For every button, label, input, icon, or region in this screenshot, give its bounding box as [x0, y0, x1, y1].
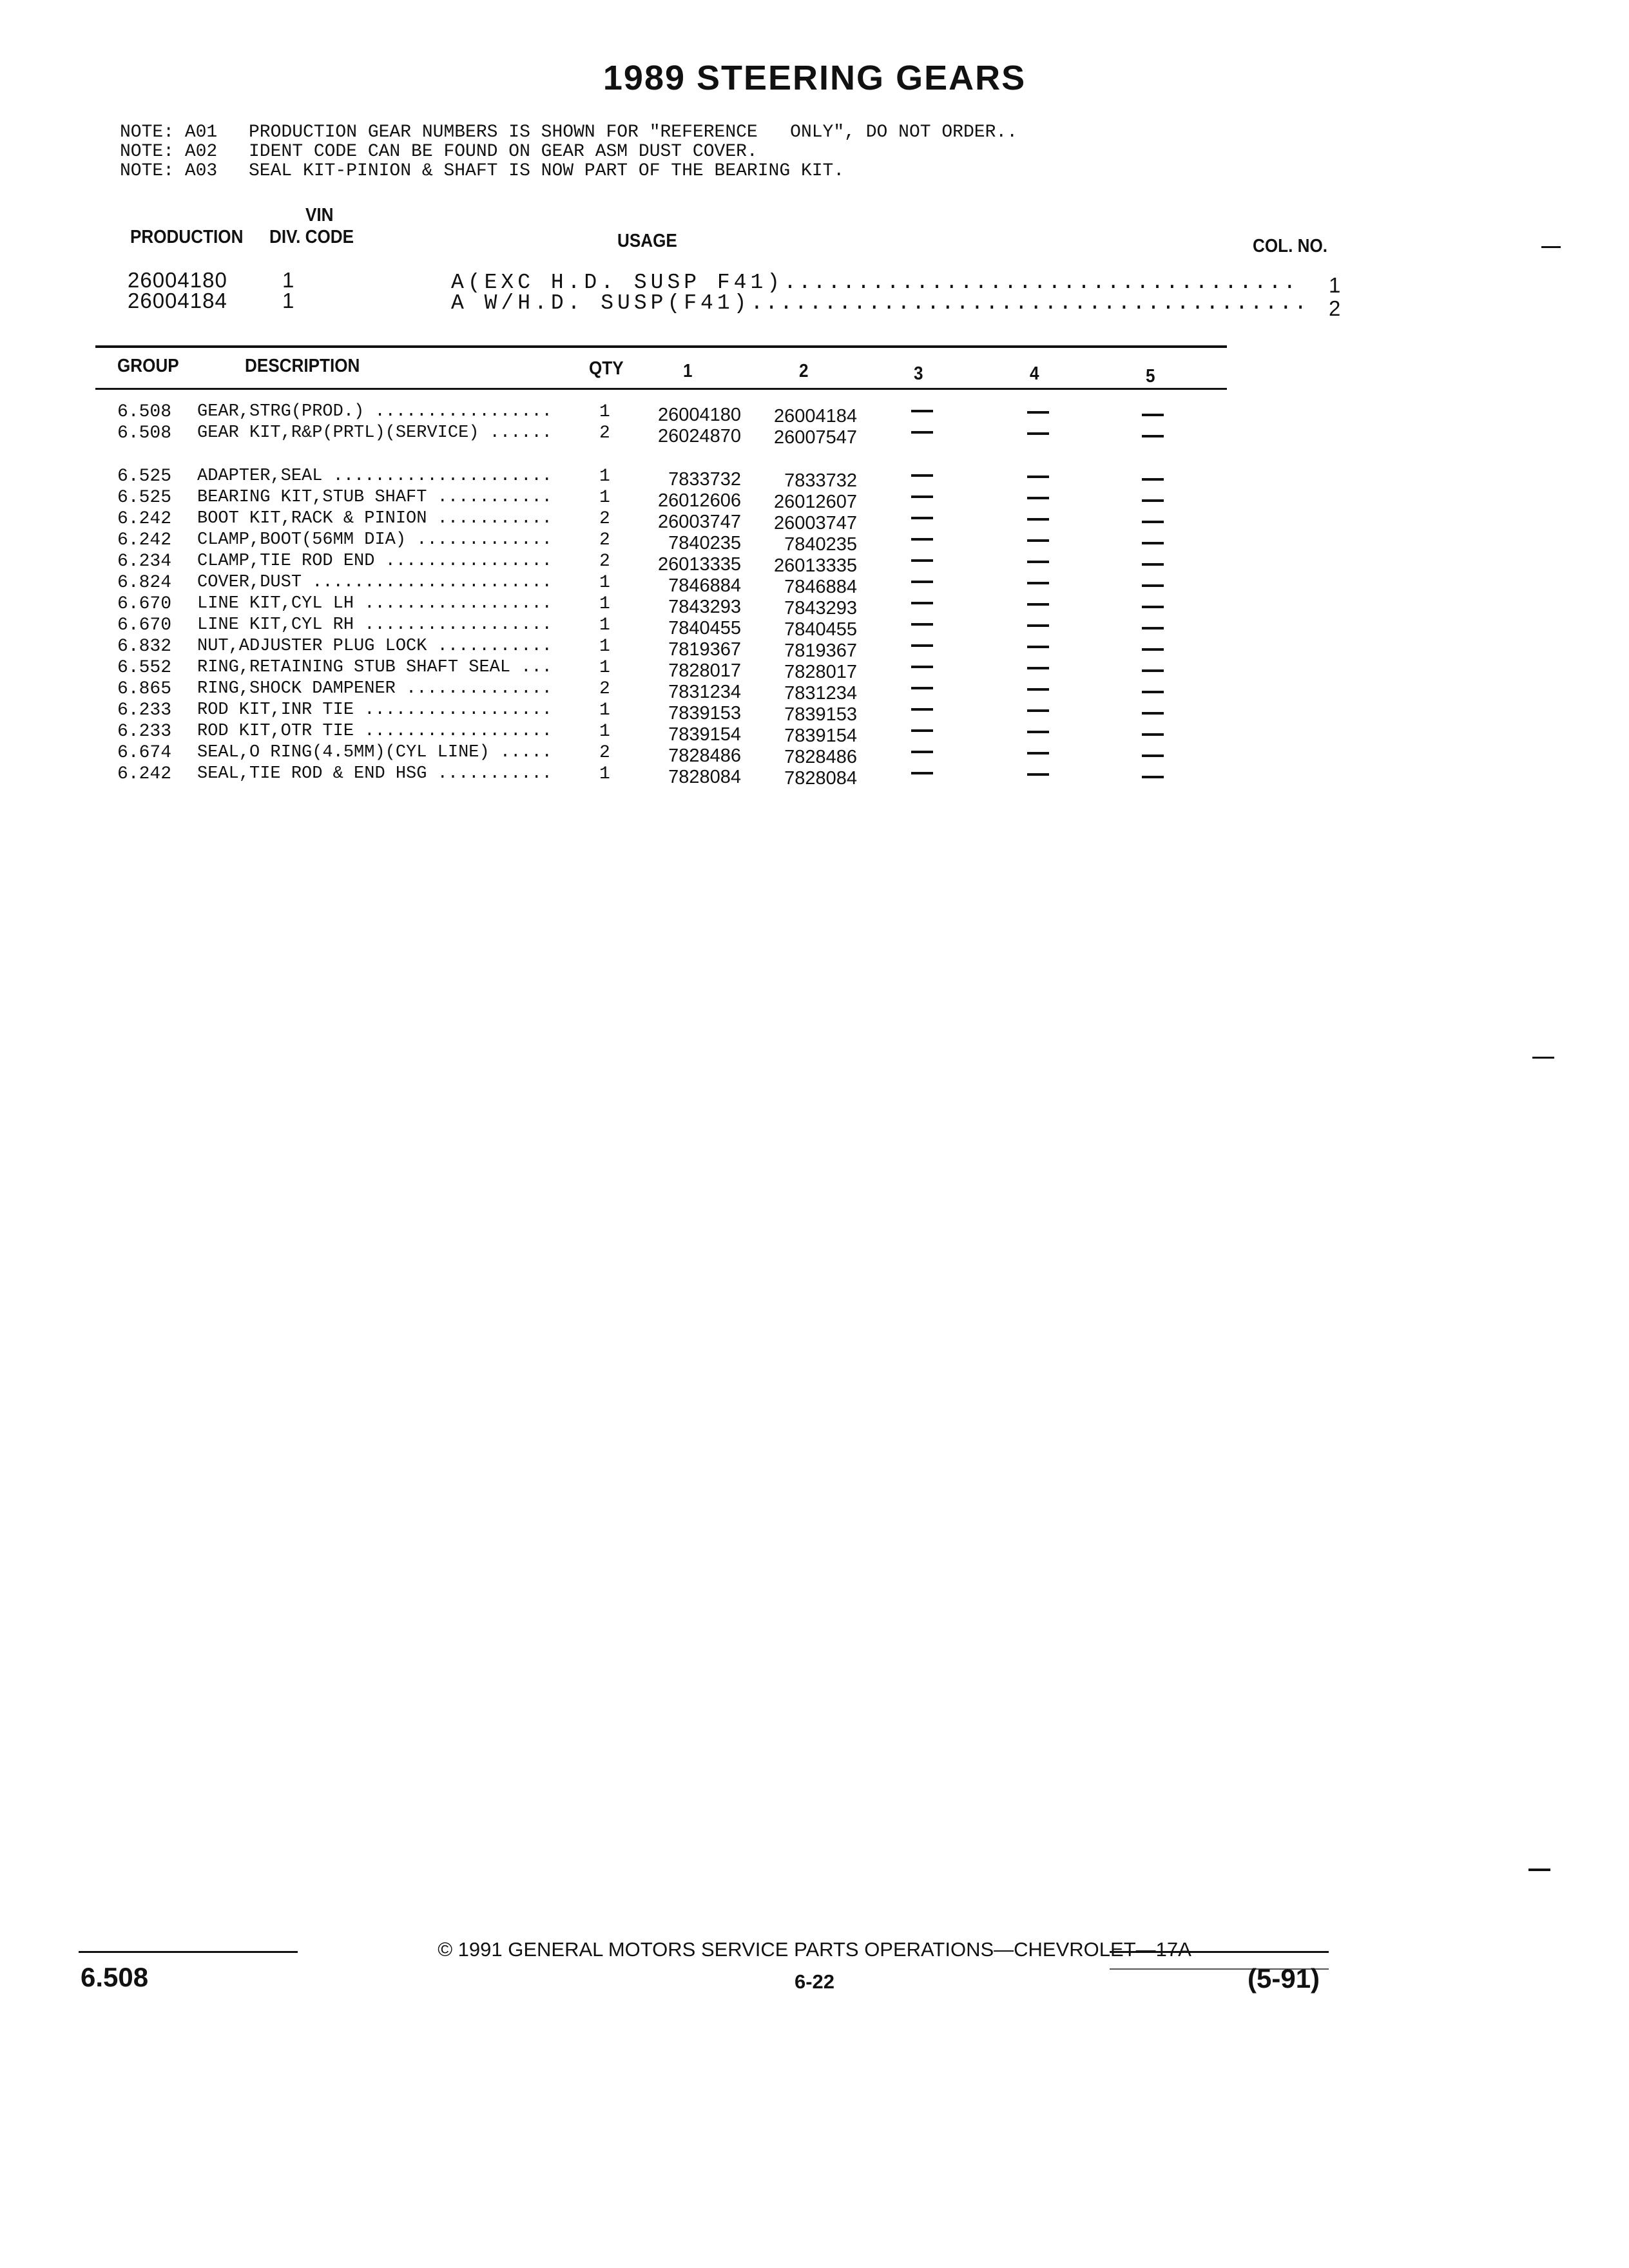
empty-col-5-dash	[1142, 754, 1164, 757]
usage-text: A W/H.D. SUSP(F41)	[451, 291, 751, 315]
description-header: DESCRIPTION	[245, 356, 360, 376]
part-group: 6.552	[117, 658, 172, 678]
empty-col-4-dash	[1027, 773, 1049, 776]
page-title: 1989 STEERING GEARS	[602, 59, 1027, 97]
part-qty: 1	[599, 402, 610, 422]
leader-dots: ...................................	[784, 271, 1298, 294]
part-group: 6.832	[117, 637, 172, 657]
part-group: 6.242	[117, 764, 172, 784]
part-number-col-1: 7833732	[668, 469, 741, 490]
part-description: NUT,ADJUSTER PLUG LOCK ...........	[197, 637, 552, 656]
part-number-col-1: 7831234	[668, 682, 741, 702]
part-number-col-2: 26003747	[773, 513, 857, 533]
part-description: RING,SHOCK DAMPENER ..............	[197, 679, 552, 698]
empty-col-4-dash	[1027, 582, 1049, 584]
part-description: GEAR,STRG(PROD.) .................	[197, 402, 552, 421]
empty-col-5-dash	[1142, 669, 1164, 672]
part-number-col-1: 7828084	[668, 767, 741, 787]
part-group: 6.525	[117, 466, 172, 486]
empty-col-4-dash	[1027, 603, 1049, 606]
empty-col-5-dash	[1142, 435, 1164, 437]
table-header-rule	[95, 388, 1227, 390]
col-4-header: 4	[1030, 363, 1039, 384]
empty-col-5-dash	[1142, 542, 1164, 544]
part-qty: 1	[599, 573, 610, 593]
part-group: 6.234	[117, 552, 172, 572]
part-description: RING,RETAINING STUB SHAFT SEAL ...	[197, 658, 552, 677]
part-group: 6.508	[117, 402, 172, 422]
part-number-col-1: 7828017	[668, 660, 741, 681]
leader-dots: ......................................	[750, 291, 1309, 315]
vin-div: 1	[282, 268, 295, 292]
note-a02	[120, 142, 758, 162]
part-group: 6.674	[117, 743, 172, 763]
part-number-col-2: 7833732	[784, 470, 857, 491]
part-number-col-2: 7840235	[784, 534, 857, 555]
part-number-col-1: 26004180	[657, 405, 741, 425]
empty-col-3-dash	[911, 538, 933, 541]
part-qty: 2	[599, 423, 610, 443]
empty-col-4-dash	[1027, 497, 1049, 499]
part-qty: 2	[599, 509, 610, 529]
part-number-col-2: 7828486	[784, 747, 857, 767]
part-number-col-1: 26012606	[657, 490, 741, 511]
part-group: 6.525	[117, 488, 172, 508]
part-number-col-2: 7819367	[784, 640, 857, 661]
empty-col-5-dash	[1142, 733, 1164, 736]
empty-col-5-dash	[1142, 712, 1164, 715]
part-number-col-1: 7828486	[668, 745, 741, 766]
part-description: GEAR KIT,R&P(PRTL)(SERVICE) ......	[197, 423, 552, 443]
empty-col-3-dash	[911, 666, 933, 668]
part-number-col-2: 7840455	[784, 619, 857, 640]
div-code-header: DIV. CODE	[269, 227, 354, 247]
empty-col-3-dash	[911, 644, 933, 647]
part-group: 6.242	[117, 530, 172, 550]
part-qty: 1	[599, 658, 610, 678]
part-description: SEAL,TIE ROD & END HSG ...........	[197, 764, 552, 783]
part-number-col-2: 26007547	[773, 427, 857, 448]
part-number-col-1: 7839153	[668, 703, 741, 724]
note-a01	[120, 122, 1017, 142]
footer-page-number: 6-22	[794, 1970, 835, 1993]
qty-header: QTY	[589, 358, 624, 379]
part-description: ROD KIT,INR TIE ..................	[197, 700, 552, 720]
empty-col-3-dash	[911, 602, 933, 604]
margin-mark	[1541, 246, 1561, 248]
part-group: 6.508	[117, 423, 172, 443]
part-number-col-1: 7840235	[668, 533, 741, 553]
empty-col-5-dash	[1142, 478, 1164, 481]
part-qty: 1	[599, 764, 610, 784]
part-description: ROD KIT,OTR TIE ..................	[197, 722, 552, 741]
usage-header: USAGE	[617, 231, 677, 251]
empty-col-5-dash	[1142, 691, 1164, 693]
part-description: CLAMP,BOOT(56MM DIA) .............	[197, 530, 552, 550]
empty-col-5-dash	[1142, 584, 1164, 587]
part-number-col-2: 7839153	[784, 704, 857, 725]
empty-col-5-dash	[1142, 499, 1164, 502]
empty-col-3-dash	[911, 474, 933, 477]
note-label: NOTE: A03	[120, 161, 218, 181]
empty-col-4-dash	[1027, 667, 1049, 669]
part-qty: 2	[599, 679, 610, 699]
empty-col-5-dash	[1142, 627, 1164, 629]
part-number-col-2: 26013335	[773, 555, 857, 576]
part-number-col-1: 7840455	[668, 618, 741, 639]
note-a03	[120, 161, 844, 181]
part-qty: 1	[599, 466, 610, 486]
group-header: GROUP	[117, 356, 179, 376]
part-group: 6.824	[117, 573, 172, 593]
empty-col-4-dash	[1027, 731, 1049, 733]
production-header: PRODUCTION	[130, 227, 244, 247]
part-qty: 1	[599, 615, 610, 635]
note-text: PRODUCTION GEAR NUMBERS IS SHOWN FOR "REFERENCE ONLY", DO NOT ORDER..	[249, 122, 1017, 142]
note-label: NOTE: A01	[120, 122, 218, 142]
part-number-col-1: 26013335	[657, 554, 741, 575]
part-number-col-1: 7819367	[668, 639, 741, 660]
footer-date: (5-91)	[1248, 1963, 1320, 1994]
table-top-rule	[95, 345, 1227, 348]
empty-col-5-dash	[1142, 776, 1164, 778]
part-number-col-2: 7828084	[784, 768, 857, 789]
empty-col-5-dash	[1142, 648, 1164, 651]
part-group: 6.670	[117, 615, 172, 635]
part-qty: 2	[599, 552, 610, 572]
empty-col-4-dash	[1027, 688, 1049, 691]
part-number-col-1: 7839154	[668, 724, 741, 745]
vin-header: VIN	[305, 205, 334, 226]
empty-col-3-dash	[911, 772, 933, 774]
part-qty: 1	[599, 488, 610, 508]
part-number-col-1: 7846884	[668, 575, 741, 596]
empty-col-4-dash	[1027, 624, 1049, 627]
part-qty: 2	[599, 743, 610, 763]
vin-col-no: 1	[1329, 273, 1342, 297]
col-3-header: 3	[914, 363, 923, 384]
part-description: BEARING KIT,STUB SHAFT ...........	[197, 488, 552, 507]
empty-col-3-dash	[911, 581, 933, 583]
part-description: ADAPTER,SEAL .....................	[197, 466, 552, 486]
part-qty: 2	[599, 530, 610, 550]
empty-col-5-dash	[1142, 606, 1164, 608]
empty-col-3-dash	[911, 410, 933, 412]
part-group: 6.865	[117, 679, 172, 699]
part-number-col-2: 7839154	[784, 726, 857, 746]
part-number-col-1: 26024870	[657, 426, 741, 447]
empty-col-3-dash	[911, 517, 933, 519]
part-number-col-1: 26003747	[657, 512, 741, 532]
part-number-col-1: 7843293	[668, 597, 741, 617]
empty-col-4-dash	[1027, 476, 1049, 478]
empty-col-5-dash	[1142, 521, 1164, 523]
empty-col-4-dash	[1027, 561, 1049, 563]
empty-col-4-dash	[1027, 709, 1049, 712]
part-description: LINE KIT,CYL RH ..................	[197, 615, 552, 635]
empty-col-4-dash	[1027, 752, 1049, 754]
note-text: IDENT CODE CAN BE FOUND ON GEAR ASM DUST COVER.	[249, 142, 758, 162]
footer-section: 6.508	[81, 1962, 149, 1992]
part-group: 6.242	[117, 509, 172, 529]
margin-mark	[1532, 1057, 1554, 1059]
note-label: NOTE: A02	[120, 142, 218, 162]
empty-col-3-dash	[911, 729, 933, 732]
note-text: SEAL KIT-PINION & SHAFT IS NOW PART OF THE BEARING KIT.	[249, 161, 845, 181]
margin-mark	[1528, 1869, 1550, 1871]
empty-col-3-dash	[911, 751, 933, 753]
part-group: 6.670	[117, 594, 172, 614]
part-description: CLAMP,TIE ROD END ................	[197, 552, 552, 571]
vin-production: 26004180	[128, 268, 227, 292]
empty-col-4-dash	[1027, 518, 1049, 521]
part-description: SEAL,O RING(4.5MM)(CYL LINE) .....	[197, 743, 552, 762]
empty-col-3-dash	[911, 559, 933, 562]
part-group: 6.233	[117, 722, 172, 742]
part-description: LINE KIT,CYL LH ..................	[197, 594, 552, 613]
col-no-header: COL. NO.	[1253, 236, 1328, 256]
empty-col-4-dash	[1027, 539, 1049, 542]
col-1-header: 1	[683, 361, 693, 381]
col-2-header: 2	[799, 361, 809, 381]
empty-col-3-dash	[911, 708, 933, 711]
part-description: BOOT KIT,RACK & PINION ...........	[197, 509, 552, 528]
empty-col-5-dash	[1142, 563, 1164, 566]
part-group: 6.233	[117, 700, 172, 720]
empty-col-3-dash	[911, 495, 933, 498]
part-description: COVER,DUST .......................	[197, 573, 552, 592]
part-number-col-2: 26012607	[773, 492, 857, 512]
vin-div: 1	[282, 289, 295, 312]
empty-col-5-dash	[1142, 414, 1164, 416]
empty-col-3-dash	[911, 623, 933, 626]
part-number-col-2: 7828017	[784, 662, 857, 682]
vin-usage	[451, 291, 1309, 315]
empty-col-4-dash	[1027, 411, 1049, 414]
part-qty: 1	[599, 637, 610, 657]
empty-col-4-dash	[1027, 646, 1049, 648]
part-qty: 1	[599, 722, 610, 742]
part-number-col-2: 7831234	[784, 683, 857, 704]
footer-copyright: © 1991 GENERAL MOTORS SERVICE PARTS OPERATIONS—CHEVROLET—17A	[438, 1938, 1191, 1961]
part-number-col-2: 7843293	[784, 598, 857, 619]
part-qty: 1	[599, 700, 610, 720]
usage-text: A(EXC H.D. SUSP F41)	[451, 271, 784, 294]
vin-production: 26004184	[128, 289, 227, 312]
part-qty: 1	[599, 594, 610, 614]
empty-col-4-dash	[1027, 432, 1049, 435]
part-number-col-2: 26004184	[773, 406, 857, 427]
empty-col-3-dash	[911, 687, 933, 689]
col-5-header: 5	[1146, 366, 1155, 387]
vin-col-no: 2	[1329, 296, 1342, 320]
part-number-col-2: 7846884	[784, 577, 857, 597]
empty-col-3-dash	[911, 431, 933, 434]
